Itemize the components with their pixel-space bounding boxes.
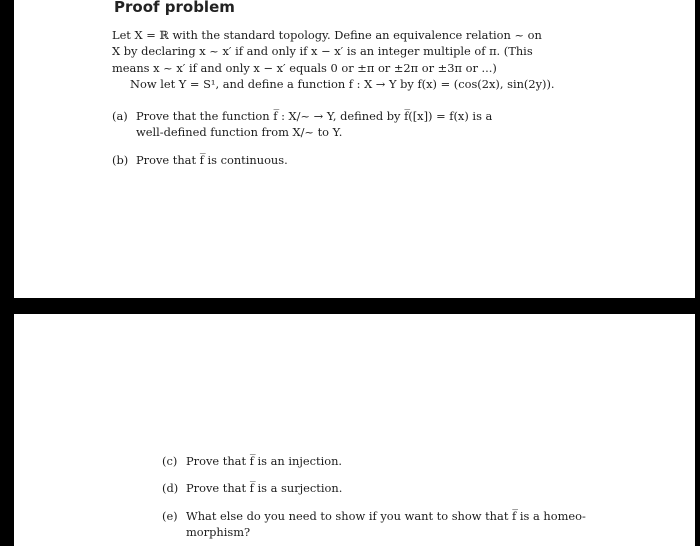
- page-2: [14, 314, 695, 546]
- item-b-label: (b): [112, 153, 129, 167]
- intro-line-2: X by declaring x ~ x′ if and only if x − x′ is an integer multiple of π. (This: [112, 44, 533, 59]
- item-c-text: Prove that f̅ is an injection.: [186, 454, 343, 468]
- item-b: [112, 152, 582, 170]
- item-b-text: Prove that f̅ is continuous.: [136, 153, 288, 167]
- item-e-line-1: What else do you need to show if you want to show that f̅ is a homeo-: [186, 509, 586, 523]
- item-c: [162, 453, 622, 471]
- page-1: [14, 0, 695, 298]
- item-a-text: [136, 108, 582, 141]
- item-e-line-2: morphism?: [186, 525, 251, 540]
- item-e-text: [186, 508, 622, 541]
- item-e-label: (e): [162, 509, 178, 523]
- item-a-line-2: well-defined function from X/~ to Y.: [136, 125, 343, 140]
- item-a: [112, 108, 582, 142]
- intro-line-1: Let X = ℝ with the standard topology. Define an equivalence relation ~ on: [112, 28, 542, 42]
- item-a-label: (a): [112, 109, 128, 123]
- item-c-label: (c): [162, 454, 178, 468]
- definition-line: Now let Y = S¹, and define a function f : X → Y by f(x) = (cos(2x), sin(2y)).: [130, 76, 555, 91]
- intro-paragraph: [112, 27, 576, 92]
- item-d: [162, 480, 622, 498]
- item-d-text: Prove that f̅ is a surjection.: [186, 481, 343, 495]
- item-e: [162, 508, 622, 542]
- item-d-label: (d): [162, 481, 179, 495]
- item-a-line-1: Prove that the function f̅ : X/~ → Y, defined by f̅([x]) = f(x) is a: [136, 109, 493, 123]
- intro-line-3: means x ~ x′ if and only x − x′ equals 0 or ±π or ±2π or ±3π or ...): [112, 60, 497, 75]
- problem-title: Proof problem: [114, 0, 235, 16]
